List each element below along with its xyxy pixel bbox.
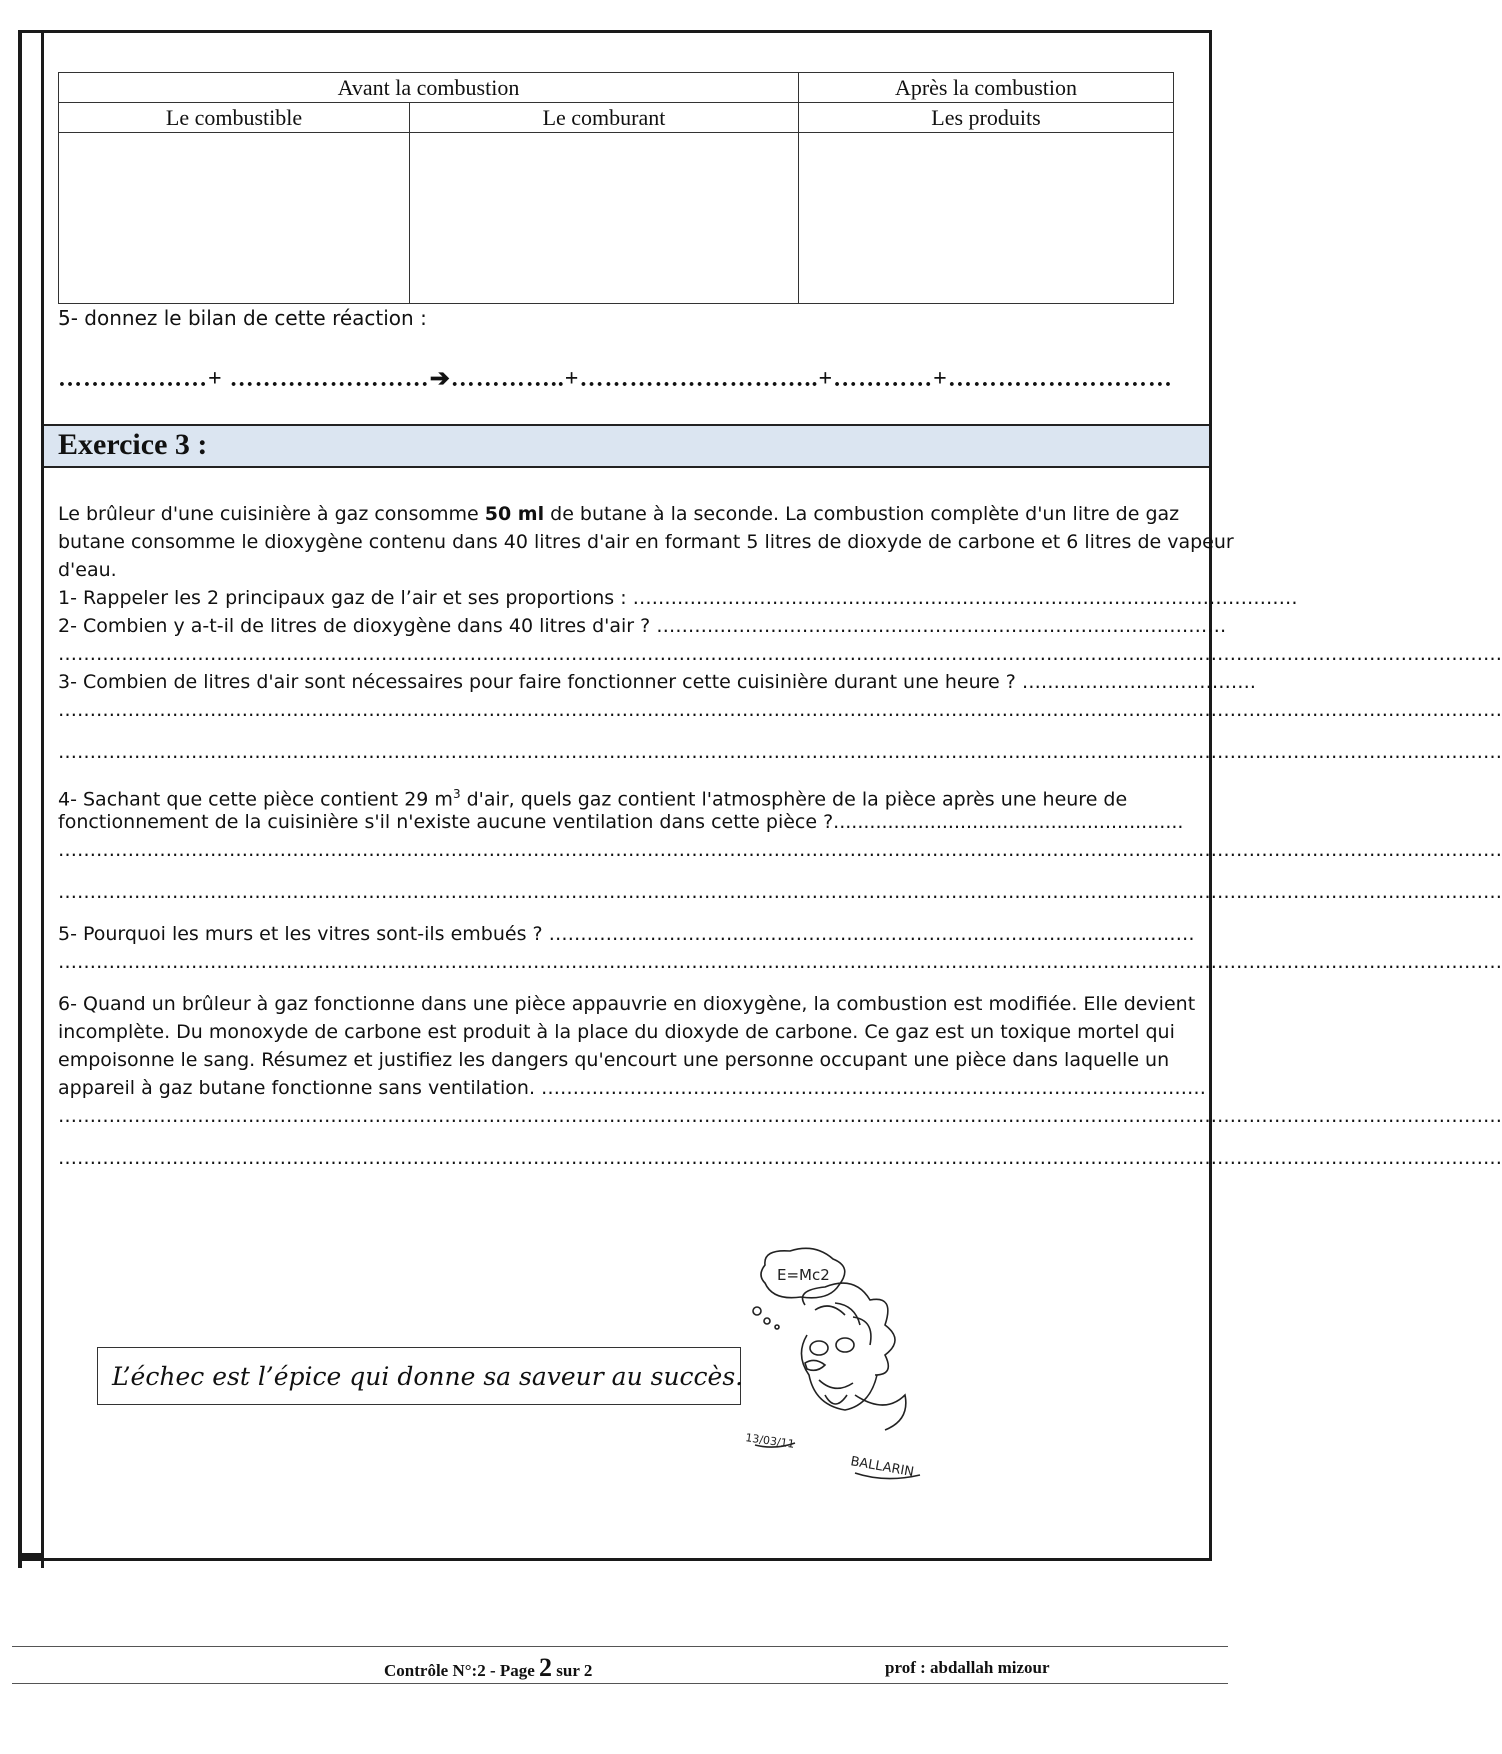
signature-text: BALLARIN xyxy=(849,1454,916,1481)
question-6-line-3: empoisonne le sang. Résumez et justifiez les dangers qu'encourt une personne occupant une pièce dans laquelle un xyxy=(58,1049,1170,1071)
page-frame-left-border xyxy=(18,30,44,1568)
question-1[interactable]: 1- Rappeler les 2 principaux gaz de l’air et ses proportions : …………………………………………………………………………………………… xyxy=(58,587,1298,609)
eye-right xyxy=(836,1338,854,1352)
nose xyxy=(805,1360,825,1370)
thought-dot xyxy=(753,1307,761,1315)
answer-line[interactable]: ………………………………………………………………………………………………………………………………………………………………………………………………………… xyxy=(58,881,1502,903)
column-products: Les produits xyxy=(799,103,1174,133)
combustion-table xyxy=(58,72,1174,304)
q4-superscript: 3 xyxy=(452,787,461,801)
thought-dot xyxy=(764,1318,770,1324)
question-5-label: 5- donnez le bilan de cette réaction : xyxy=(58,306,427,330)
column-fuel: Le combustible xyxy=(59,103,410,133)
footer-rule-top xyxy=(12,1646,1228,1647)
intro-text: de butane à la seconde. La combustion complète d'un litre de gaz xyxy=(544,503,1180,525)
intro-line-1 xyxy=(58,500,1198,528)
thought-dot xyxy=(775,1325,779,1329)
header-after-combustion: Après la combustion xyxy=(799,73,1174,103)
arrow-icon: ➔ xyxy=(429,366,451,392)
answer-cell-oxidizer[interactable] xyxy=(410,133,799,304)
footer-page-total: sur 2 xyxy=(552,1661,593,1680)
answer-line[interactable]: ………………………………………………………………………………………………………………………………………………………………………………………………………… xyxy=(58,1147,1502,1169)
footer-page-number: 2 xyxy=(539,1653,553,1682)
question-6-line-2: incomplète. Du monoxyde de carbone est produit à la place du dioxyde de carbone. Ce gaz est un toxique mortel qui xyxy=(58,1021,1175,1043)
footer-page-info xyxy=(384,1653,592,1683)
footer-control-label: Contrôle N°:2 - Page xyxy=(384,1661,540,1680)
quote-text: L’échec est l’épice qui donne sa saveur au succès. xyxy=(112,1362,744,1391)
reaction-equation-blank[interactable] xyxy=(58,364,1173,393)
answer-cell-fuel[interactable] xyxy=(59,133,410,304)
exercise-3-header-band xyxy=(44,424,1209,468)
face xyxy=(801,1335,877,1410)
answer-cell-products[interactable] xyxy=(799,133,1174,304)
equation-right: …………..+………………………..+…………+……………………… xyxy=(450,366,1173,392)
question-5[interactable]: 5- Pourquoi les murs et les vitres sont-ils embués ? ………………………………………………………………………………………… xyxy=(58,923,1195,945)
intro-text: Le brûleur d'une cuisinière à gaz consomme xyxy=(58,503,485,525)
mustache xyxy=(819,1380,853,1388)
einstein-caricature-illustration xyxy=(735,1245,985,1500)
exercise-3-title: Exercice 3 : xyxy=(58,428,208,461)
answer-line[interactable]: ………………………………………………………………………………………………………………………………………………………………………………………………………… xyxy=(58,839,1502,861)
answer-line[interactable]: ………………………………………………………………………………………………………………………………………………………………………………………………………… xyxy=(58,741,1502,763)
question-6-line-4[interactable]: appareil à gaz butane fonctionne sans ventilation. …………………………………………………………………………………………… xyxy=(58,1077,1207,1099)
footer-rule-bottom xyxy=(12,1683,1228,1684)
date-text: 13/03/11 xyxy=(744,1431,796,1451)
answer-line[interactable]: ………………………………………………………………………………………………………………………………………………………………………………………………………… xyxy=(58,699,1502,721)
thought-text: E=Mc2 xyxy=(777,1266,830,1284)
eye-left xyxy=(810,1341,828,1355)
answer-line[interactable]: ………………………………………………………………………………………………………………………………………………………………………………………………………… xyxy=(58,951,1502,973)
intro-bold-value: 50 ml xyxy=(484,503,545,525)
page-frame-corner xyxy=(18,1553,44,1561)
header-before-combustion: Avant la combustion xyxy=(59,73,799,103)
answer-line[interactable]: ………………………………………………………………………………………………………………………………………………………………………………………………………… xyxy=(58,1105,1502,1127)
question-6-line-1: 6- Quand un brûleur à gaz fonctionne dans une pièce appauvrie en dioxygène, la combustion est modifiée. Elle devient xyxy=(58,993,1196,1015)
q4-text: 4- Sachant que cette pièce contient 29 m xyxy=(58,788,453,811)
question-3[interactable]: 3- Combien de litres d'air sont nécessaires pour faire fonctionner cette cuisinière durant une heure ? ………………………………. xyxy=(58,671,1256,693)
answer-line[interactable]: ………………………………………………………………………………………………………………………………………………………………………………………………………… xyxy=(58,643,1502,665)
collar xyxy=(855,1395,906,1430)
q4-text: d'air, quels gaz contient l'atmosphère de la pièce après une heure de xyxy=(460,788,1128,811)
column-oxidizer: Le comburant xyxy=(410,103,799,133)
question-2[interactable]: 2- Combien y a-t-il de litres de dioxygène dans 40 litres d'air ? ……………………………………………………………………………… xyxy=(58,615,1227,637)
intro-line-2: butane consomme le dioxygène contenu dans 40 litres d'air en formant 5 litres de dioxyde de carbone et 6 litres de vapeur xyxy=(58,531,1234,553)
intro-line-3: d'eau. xyxy=(58,559,117,581)
mouth xyxy=(825,1395,847,1404)
question-4-line-2[interactable]: fonctionnement de la cuisinière s'il n'existe aucune ventilation dans cette pièce ?.......................................................... xyxy=(58,811,1184,833)
footer-teacher: prof : abdallah mizour xyxy=(885,1658,1050,1677)
equation-left: ………………+ …………………… xyxy=(58,366,430,392)
